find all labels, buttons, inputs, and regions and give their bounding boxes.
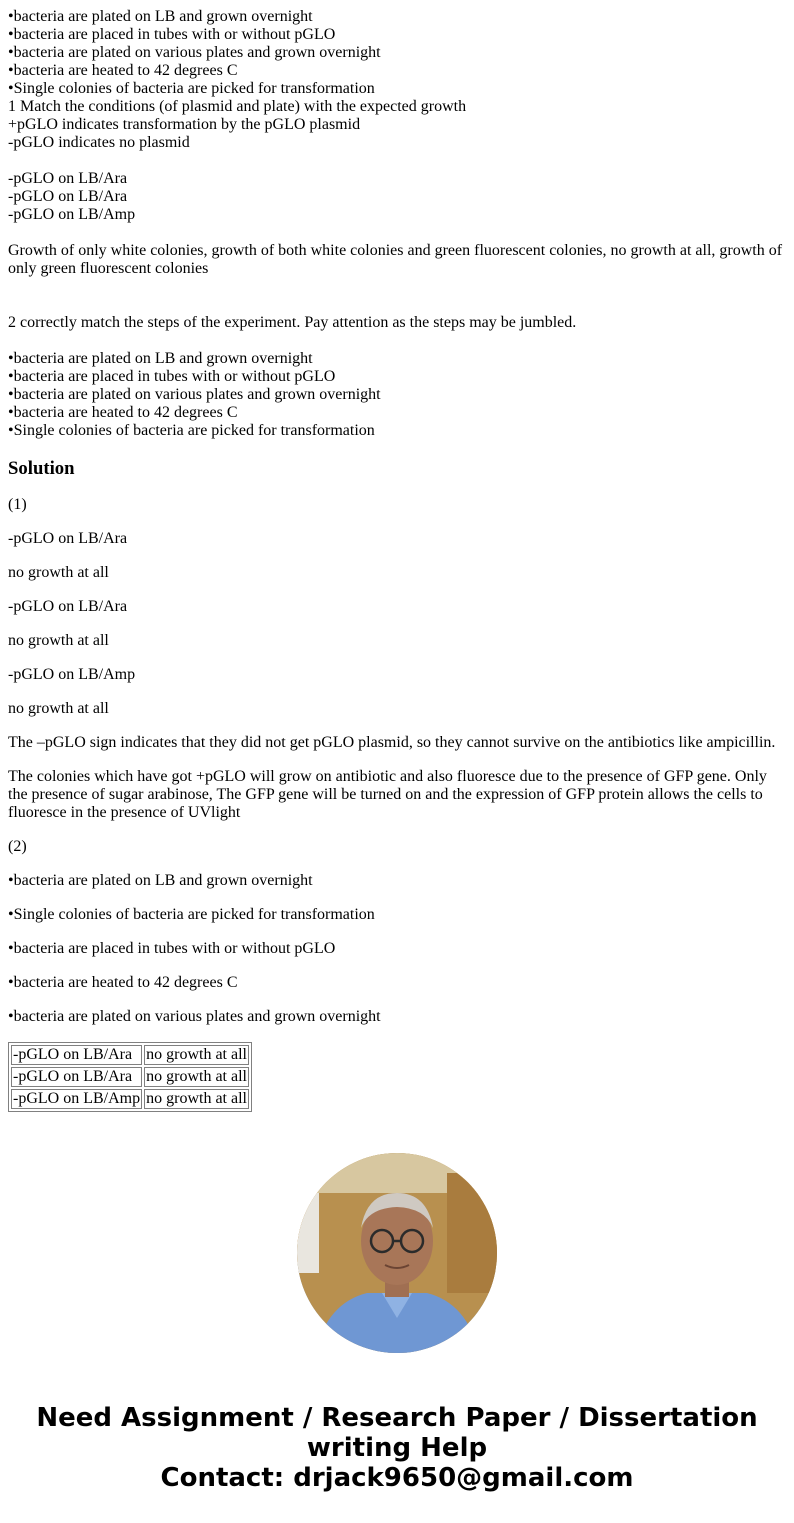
author-portrait — [297, 1153, 497, 1353]
contact-email: Contact: drjack9650@gmail.com — [160, 1463, 634, 1493]
step-line: •bacteria are plated on various plates and grown overnight — [8, 44, 381, 61]
q1-note: -pGLO indicates no plasmid — [8, 134, 190, 151]
banner-line: Need Assignment / Research Paper / Dissertation — [36, 1403, 758, 1433]
answer-condition: -pGLO on LB/Ara — [8, 530, 128, 547]
table-cell: no growth at all — [146, 1090, 247, 1107]
step-line: •bacteria are placed in tubes with or without pGLO — [8, 26, 336, 43]
banner-line: writing Help — [306, 1433, 488, 1463]
ordered-step: •bacteria are plated on various plates and grown overnight — [8, 1008, 381, 1025]
part2-label: (2) — [8, 838, 27, 855]
step-line: •bacteria are plated on LB and grown overnight — [8, 8, 313, 25]
table-cell: -pGLO on LB/Ara — [11, 1067, 142, 1087]
answer-result: no growth at all — [8, 564, 109, 581]
explanation-paragraph: The –pGLO sign indicates that they did not get pGLO plasmid, so they cannot survive on the antibiotics like ampicillin. — [8, 734, 776, 751]
contact-banner — [0, 1403, 794, 1493]
step-line: •bacteria are placed in tubes with or without pGLO — [8, 368, 336, 385]
ordered-step: •bacteria are heated to 42 degrees C — [8, 974, 238, 991]
ordered-step: •bacteria are placed in tubes with or without pGLO — [8, 940, 336, 957]
table-row — [11, 1067, 249, 1087]
table-row — [11, 1045, 249, 1065]
step-line: •bacteria are heated to 42 degrees C — [8, 62, 238, 79]
q2-title: 2 correctly match the steps of the experiment. Pay attention as the steps may be jumbled. — [8, 314, 577, 331]
question-block — [8, 8, 786, 440]
ordered-step: •Single colonies of bacteria are picked for transformation — [8, 906, 375, 923]
results-table — [8, 1042, 252, 1112]
q1-title: 1 Match the conditions (of plasmid and plate) with the expected growth — [8, 98, 467, 115]
q1-note: +pGLO indicates transformation by the pGLO plasmid — [8, 116, 361, 133]
step-line: •bacteria are plated on LB and grown overnight — [8, 350, 313, 367]
ordered-step: •bacteria are plated on LB and grown overnight — [8, 872, 313, 889]
step-line: •bacteria are heated to 42 degrees C — [8, 404, 238, 421]
condition-line: -pGLO on LB/Ara — [8, 170, 128, 187]
solution-heading: Solution — [8, 458, 75, 479]
answer-condition: -pGLO on LB/Amp — [8, 666, 136, 683]
table-row — [11, 1089, 249, 1109]
explanation-paragraph: The colonies which have got +pGLO will grow on antibiotic and also fluoresce due to the presence of GFP gene. Only the presence of sugar arabinose, The GFP gene will be turned on and the expression of GFP protein allows the cells to fluoresce in the presence of UVlight — [8, 768, 767, 821]
answer-result: no growth at all — [8, 632, 109, 649]
part1-label: (1) — [8, 496, 27, 513]
condition-line: -pGLO on LB/Ara — [8, 188, 128, 205]
step-line: •Single colonies of bacteria are picked for transformation — [8, 80, 375, 97]
options-text: Growth of only white colonies, growth of both white colonies and green fluorescent colonies, no growth at all, growth of only green fluorescent colonies — [8, 242, 783, 277]
condition-line: -pGLO on LB/Amp — [8, 206, 136, 223]
answer-condition: -pGLO on LB/Ara — [8, 598, 128, 615]
step-line: •bacteria are plated on various plates and grown overnight — [8, 386, 381, 403]
answer-result: no growth at all — [8, 700, 109, 717]
table-cell: no growth at all — [146, 1046, 247, 1063]
table-cell: -pGLO on LB/Ara — [11, 1045, 142, 1065]
table-cell: -pGLO on LB/Amp — [13, 1090, 141, 1107]
step-line: •Single colonies of bacteria are picked for transformation — [8, 422, 375, 439]
author-avatar — [297, 1153, 497, 1353]
solution-block — [8, 458, 786, 1112]
table-cell: no growth at all — [146, 1068, 247, 1085]
